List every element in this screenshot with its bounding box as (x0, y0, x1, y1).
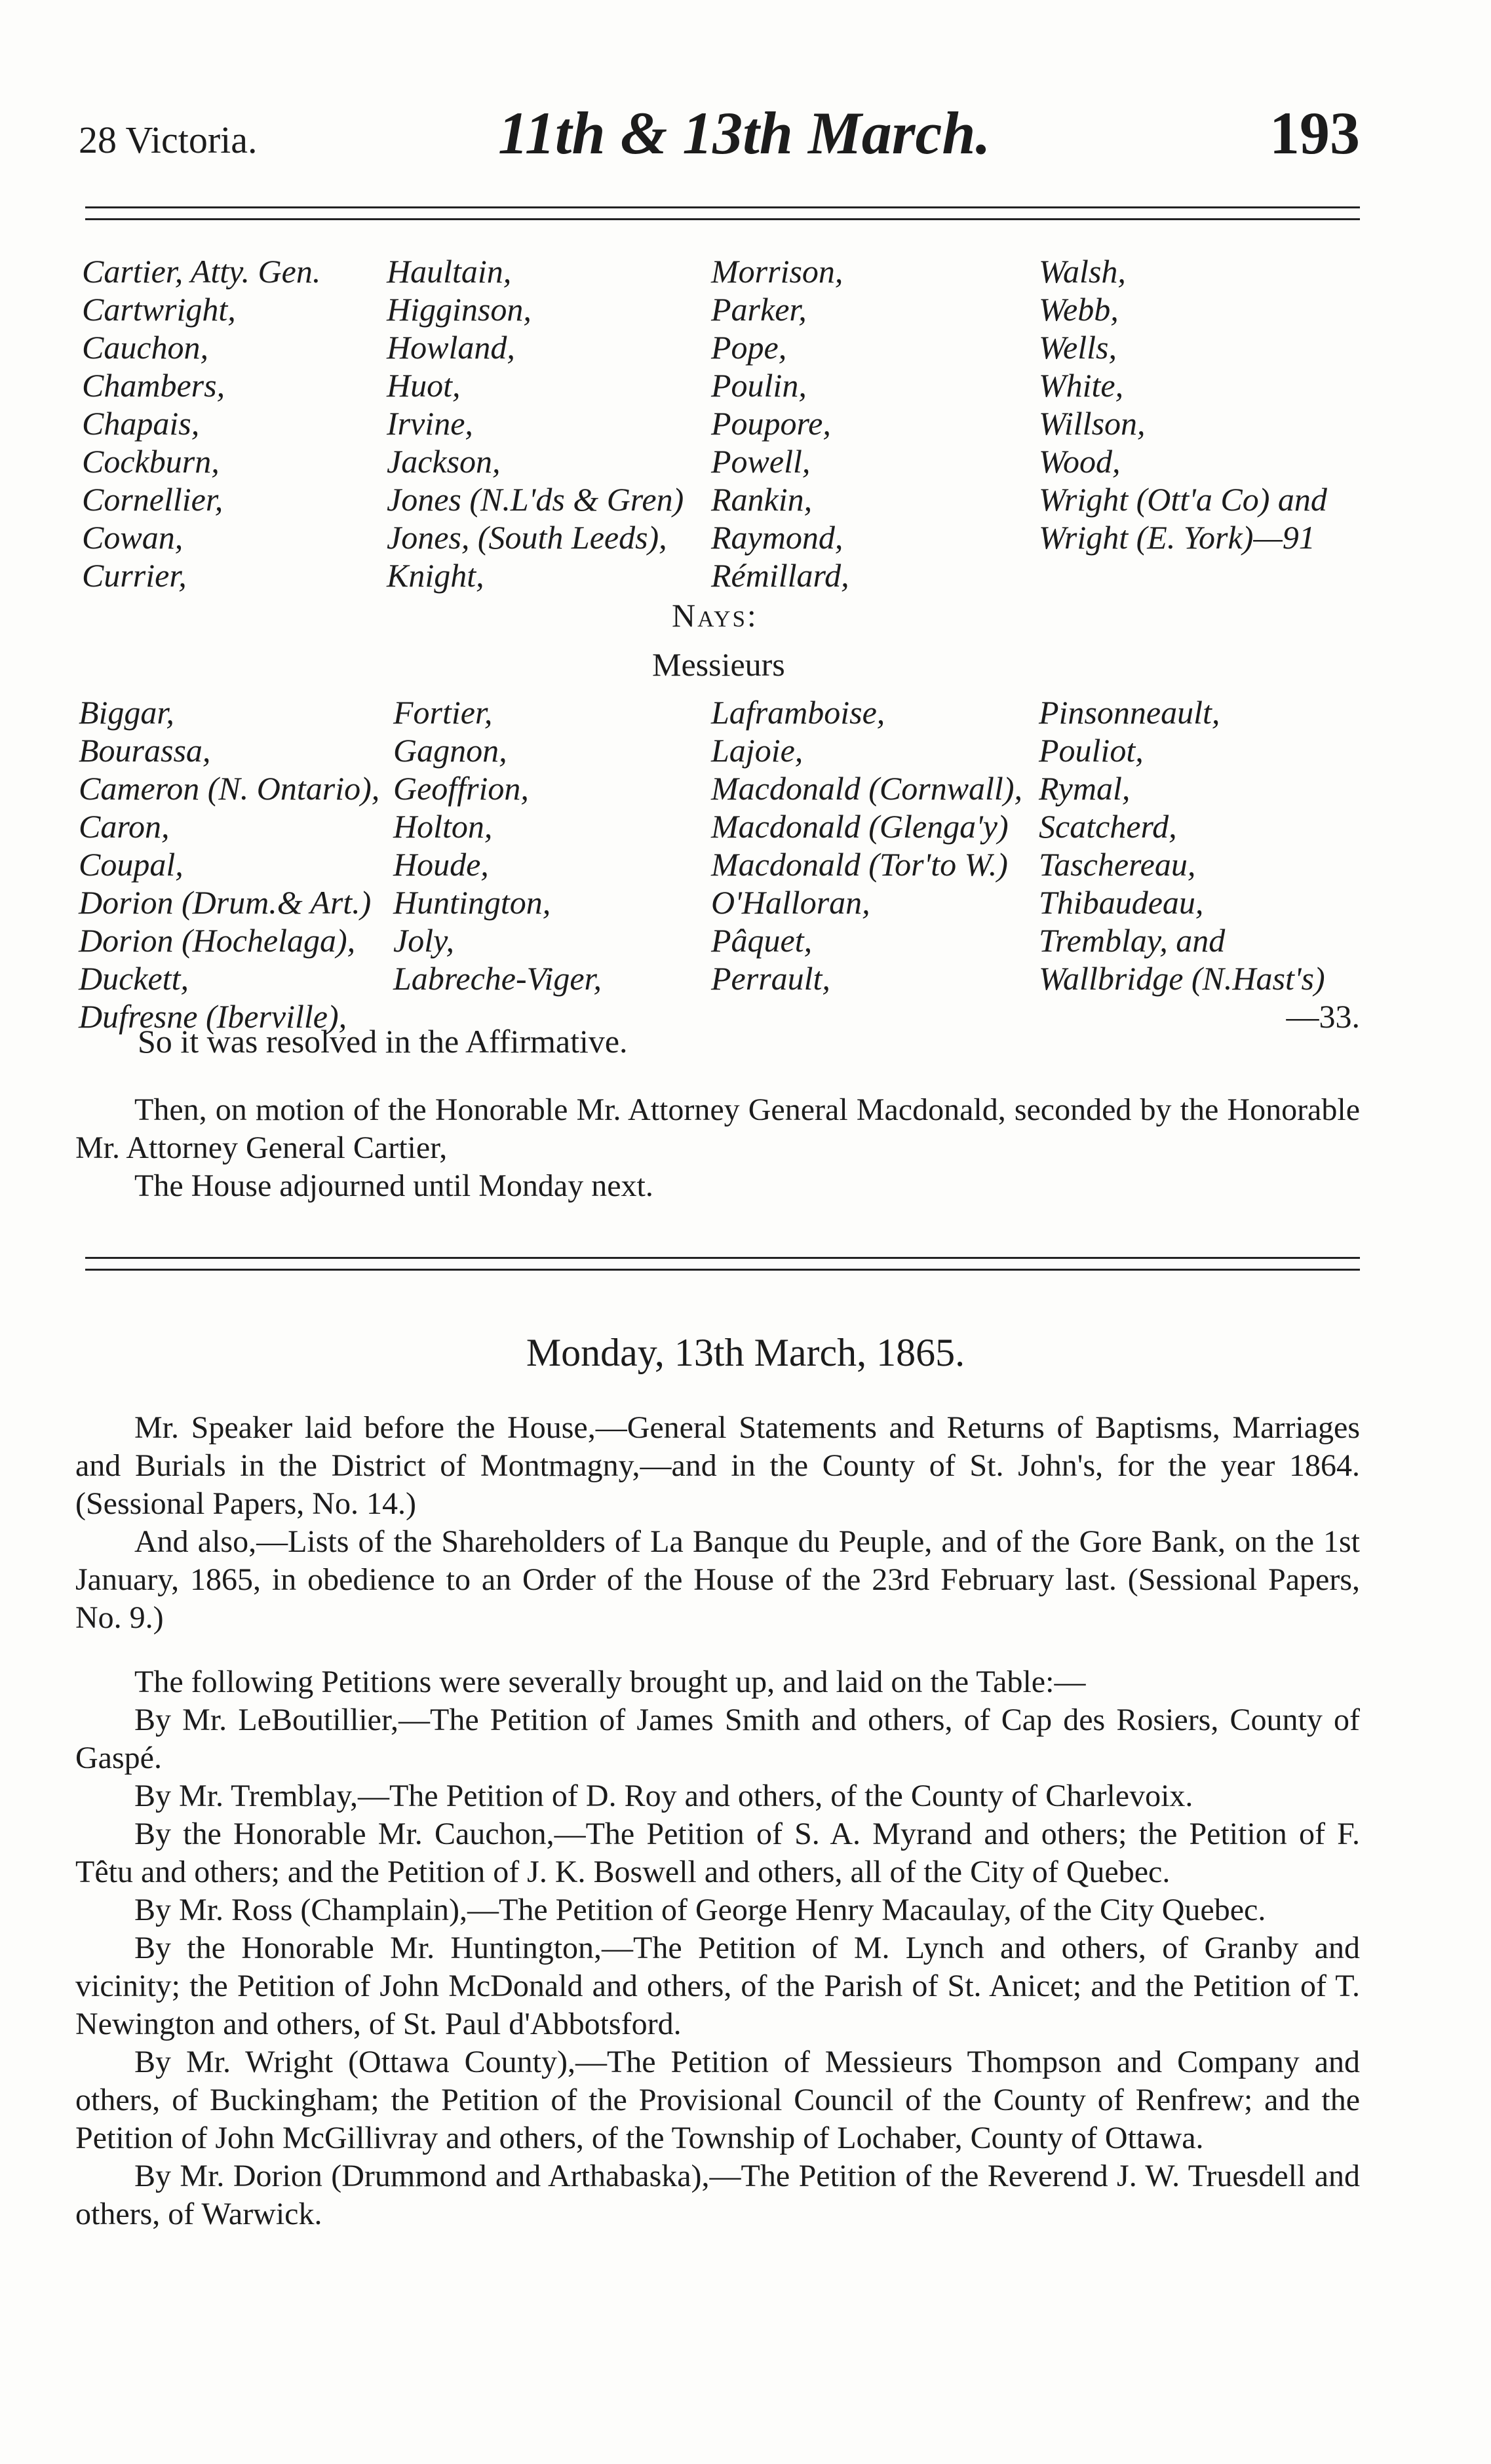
header-volume: 28 Victoria. (79, 119, 258, 161)
nay-name: Coupal, (79, 846, 184, 883)
nay-name: Caron, (79, 808, 170, 845)
yea-name: Cowan, (82, 519, 184, 556)
nay-name: Labreche-Viger, (393, 960, 602, 997)
header-rule-top (85, 206, 1360, 208)
nay-name: O'Halloran, (711, 884, 870, 921)
nay-name: Perrault, (711, 960, 830, 997)
nays-heading: Nays: (672, 597, 758, 634)
nay-name: Thibaudeau, (1039, 884, 1204, 921)
yea-name: Irvine, (387, 405, 473, 442)
shareholders-paragraph: And also,—Lists of the Shareholders of La Banque du Peuple, and of the Gore Bank, on the 1st January, 1865, in obedience to an Order of the House of the 23rd February last. (Sessional Papers, No. 9.) (75, 1524, 1360, 1635)
yea-name: Rémillard, (711, 557, 849, 594)
nay-name: Biggar, (79, 694, 174, 731)
nay-name: Lajoie, (711, 732, 804, 769)
yea-name: Raymond, (711, 519, 843, 556)
petition-wright: By Mr. Wright (Ottawa County),—The Petition of Messieurs Thompson and Company and others, of Buckingham; the Petition of the Provisional Council of the County of Renfrew; and the Petition of John McGillivray and others, of the Township of Lochaber, County of Ottawa. (75, 2045, 1360, 2155)
petition-huntington: By the Honorable Mr. Huntington,—The Petition of M. Lynch and others, of Granby and vicinity; the Petition of John McDonald and others, of the Parish of St. Anicet; and the Petition of T. Newington and others, of St. Paul d'Abbotsford. (75, 1931, 1360, 2041)
yea-name: Poulin, (711, 367, 807, 404)
yea-name: Wright (Ott'a Co) and (1039, 481, 1327, 518)
nay-name: Pâquet, (711, 922, 813, 959)
petition-tremblay: By Mr. Tremblay,—The Petition of D. Roy and others, of the County of Charlevoix. (134, 1779, 1193, 1813)
yea-name: Knight, (387, 557, 484, 594)
page-number: 193 (1269, 100, 1360, 166)
nay-name: Houde, (393, 846, 489, 883)
nay-name: Geoffrion, (393, 770, 529, 807)
nay-name: Taschereau, (1039, 846, 1196, 883)
yea-name (1039, 556, 1327, 594)
petition-leboutillier: By Mr. LeBoutillier,—The Petition of James Smith and others, of Cap des Rosiers, County of Gaspé. (75, 1703, 1360, 1775)
yea-name: Cornellier, (82, 481, 223, 518)
yea-name: Jones, (South Leeds), (387, 519, 667, 556)
yea-name: Morrison, (711, 253, 843, 290)
yeas-column-1 (82, 252, 320, 594)
nays-column-2 (393, 693, 602, 1035)
yea-name: Wells, (1039, 329, 1117, 366)
yeas-column-3 (711, 252, 849, 594)
nay-name: Joly, (393, 922, 455, 959)
yea-name: Willson, (1039, 405, 1146, 442)
yea-name: Chambers, (82, 367, 225, 404)
nay-name: Gagnon, (393, 732, 507, 769)
nay-name: Pouliot, (1039, 732, 1144, 769)
day-proceedings (75, 1409, 1360, 2233)
yea-name: Walsh, (1039, 253, 1126, 290)
yea-name: Cartwright, (82, 291, 236, 328)
adjournment-motion-text: Then, on motion of the Honorable Mr. Attorney General Macdonald, seconded by the Honorable Mr. Attorney General Cartier, (75, 1092, 1360, 1165)
nay-name: Cameron (N. Ontario), (79, 770, 380, 807)
nay-name: Rymal, (1039, 770, 1131, 807)
yea-name: Poupore, (711, 405, 831, 442)
nay-name: Pinsonneault, (1039, 694, 1220, 731)
yea-name: Cockburn, (82, 443, 220, 480)
adjournment-motion (75, 1091, 1360, 1205)
yea-name: Jones (N.L'ds & Gren) (387, 481, 684, 518)
yea-name: Rankin, (711, 481, 813, 518)
yeas-column-4 (1039, 252, 1327, 594)
nays-column-1 (79, 693, 379, 1035)
yea-name: Pope, (711, 329, 787, 366)
nay-name (711, 997, 1022, 1035)
speaker-returns-paragraph: Mr. Speaker laid before the House,—General Statements and Returns of Baptisms, Marriages and Burials in the District of Montmagny,—and in the County of St. John's, for the year 1864. (Sessional Papers, No. 14.) (75, 1410, 1360, 1521)
yea-name: Higginson, (387, 291, 532, 328)
adjournment-text: The House adjourned until Monday next. (134, 1168, 653, 1203)
petitions-intro: The following Petitions were severally brought up, and laid on the Table:— (134, 1665, 1086, 1699)
nays-column-3 (711, 693, 1022, 1035)
nays-column-4 (1039, 693, 1360, 1035)
yea-name: Currier, (82, 557, 187, 594)
day-title: Monday, 13th March, 1865. (526, 1331, 965, 1374)
nay-name: Macdonald (Cornwall), (711, 770, 1022, 807)
yea-name: Powell, (711, 443, 811, 480)
header-dates: 11th & 13th March. (498, 100, 991, 166)
yea-name: Parker, (711, 291, 807, 328)
resolution-line: So it was resolved in the Affirmative. (138, 1023, 628, 1060)
nay-name: Wallbridge (N.Hast's) (1039, 960, 1325, 997)
petition-dorion: By Mr. Dorion (Drummond and Arthabaska),—The Petition of the Reverend J. W. Truesdell and others, of Warwick. (75, 2159, 1360, 2231)
yea-name: Jackson, (387, 443, 501, 480)
yeas-column-2 (387, 252, 684, 594)
nay-name: Scatcherd, (1039, 808, 1177, 845)
yea-name: Webb, (1039, 291, 1119, 328)
petition-ross: By Mr. Ross (Champlain),—The Petition of George Henry Macaulay, of the City Quebec. (134, 1893, 1266, 1927)
nays-subheading: Messieurs (652, 646, 785, 683)
nay-name: Holton, (393, 808, 493, 845)
yea-name: Huot, (387, 367, 461, 404)
yea-name: Wood, (1039, 443, 1121, 480)
nay-name: Dufresne (Iberville), (79, 998, 347, 1035)
section-rule-bottom (85, 1269, 1360, 1271)
yea-name: Haultain, (387, 253, 512, 290)
nay-total: —33. (1286, 998, 1360, 1035)
nay-name: Dorion (Drum.& Art.) (79, 884, 372, 921)
nay-name: Tremblay, and (1039, 922, 1226, 959)
yea-name: Cauchon, (82, 329, 209, 366)
yea-name: Wright (E. York)—91 (1039, 519, 1315, 556)
section-rule-top (85, 1257, 1360, 1259)
yea-name: Cartier, Atty. Gen. (82, 253, 321, 290)
nay-name: Duckett, (79, 960, 189, 997)
yea-name: White, (1039, 367, 1124, 404)
nay-name: Macdonald (Glengа'y) (711, 808, 1009, 845)
page-header (79, 98, 1360, 170)
yea-name: Chapais, (82, 405, 200, 442)
yea-name: Howland, (387, 329, 515, 366)
nay-name: Fortier, (393, 694, 493, 731)
petition-cauchon: By the Honorable Mr. Cauchon,—The Petition of S. A. Myrand and others; the Petition of F. Têtu and others; and the Petition of J. K. Boswell and others, all of the City of Quebec. (75, 1817, 1360, 1889)
nay-name: Laframboise, (711, 694, 885, 731)
nay-name: Huntington, (393, 884, 551, 921)
nay-name: Macdonald (Tor'to W.) (711, 846, 1008, 883)
nay-name: Bourassa, (79, 732, 211, 769)
nay-name: Dorion (Hochelaga), (79, 922, 356, 959)
header-rule-bottom (85, 218, 1360, 220)
